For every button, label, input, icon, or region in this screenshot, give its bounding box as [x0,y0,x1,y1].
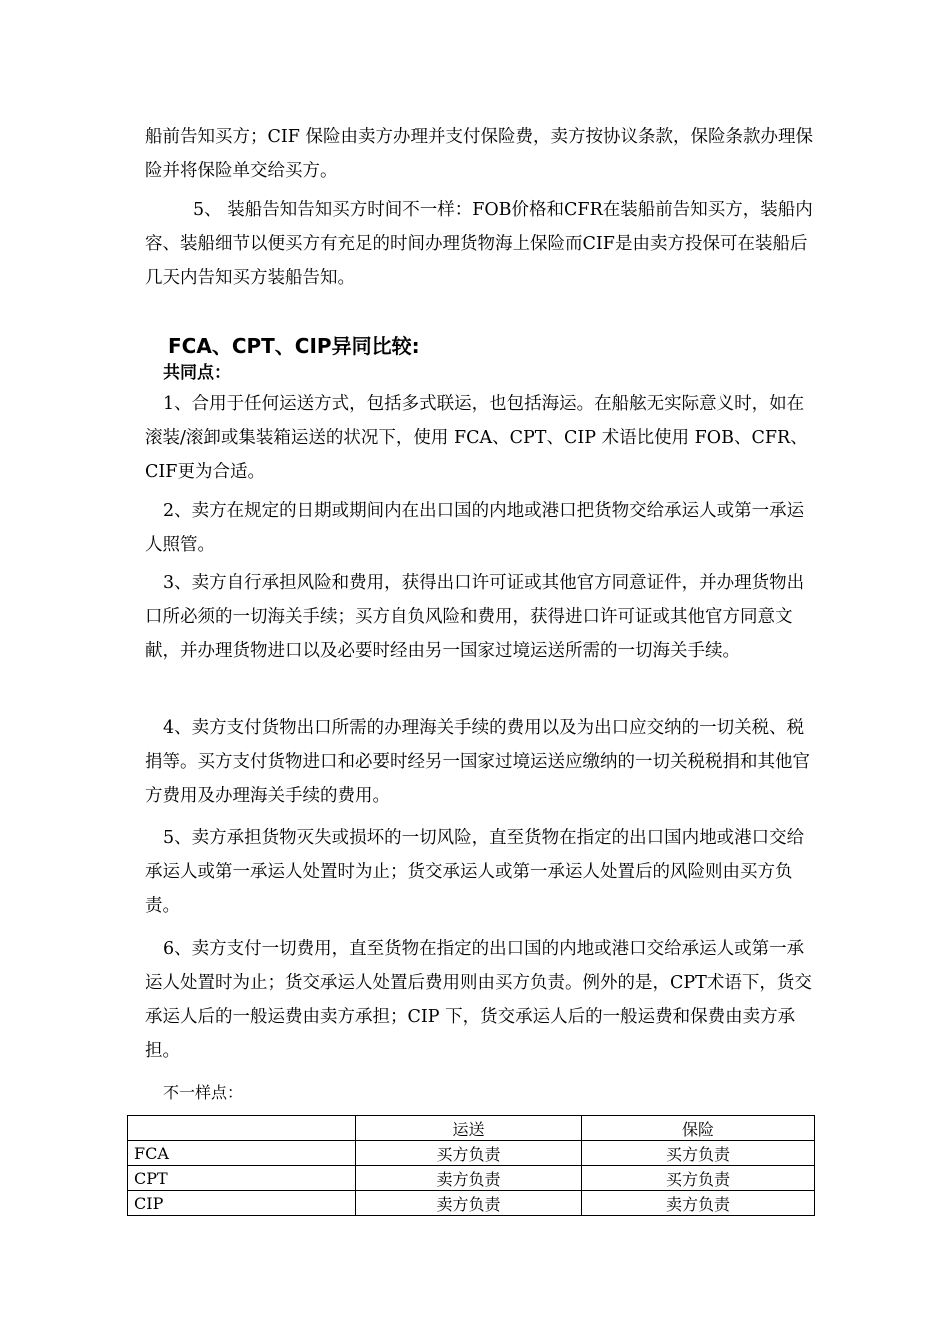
table-cell: 卖方负责 [356,1191,582,1216]
table-header-row [128,1116,815,1141]
table-header-cell: 运送 [356,1116,582,1141]
common-point-4: 4、卖方支付货物出口所需的办理海关手续的费用以及为出口应交纳的一切关税、税捐等。买方支付货物进口和必要时经另一国家过境运送应缴纳的一切关税税捐和其他官方费用及办理海关手续的费用。 [145,718,810,806]
section-heading: FCA、CPT、CIP异同比较: [168,334,420,358]
table-header-cell: 保险 [582,1116,815,1141]
common-points-heading: 共同点： [163,363,231,383]
paragraph-cif-insurance: 船前告知买方；CIF 保险由卖方办理并支付保险费，卖方按协议条款，保险条款办理保险并将保险单交给买方。 [145,127,814,181]
common-point-3: 3、卖方自行承担风险和费用，获得出口许可证或其他官方同意证件，并办理货物出口所必须的一切海关手续；买方自负风险和费用，获得进口许可证或其他官方同意文献，并办理货物进口以及必要时经由另一国家过境运送所需的一切海关手续。 [145,573,805,661]
table-cell: 卖方负责 [356,1166,582,1191]
table-cell: FCA [128,1141,356,1166]
differences-label: 不一样点： [163,1083,244,1102]
paragraph-shipping-notice: 5、 装船告知告知买方时间不一样：FOB价格和CFR在装船前告知买方，装船内容、装船细节以便买方有充足的时间办理货物海上保险而CIF是由卖方投保可在装船后几天内告知买方装船告知。 [145,200,813,288]
common-point-2: 2、卖方在规定的日期或期间内在出口国的内地或港口把货物交给承运人或第一承运人照管。 [145,501,805,555]
comparison-table [127,1115,815,1216]
common-point-1: 1、合用于任何运送方式，包括多式联运，也包括海运。在船舷无实际意义时，如在滚装/滚卸或集装箱运送的状况下，使用 FCA、CPT、CIP 术语比使用 FOB、CFR、CIF更为合适。 [145,394,808,482]
table-row [128,1141,815,1166]
table-cell: 买方负责 [582,1166,815,1191]
table-cell: CIP [128,1191,356,1216]
table-cell: 买方负责 [582,1141,815,1166]
table-cell: 卖方负责 [582,1191,815,1216]
table-cell: 买方负责 [356,1141,582,1166]
common-point-6: 6、卖方支付一切费用，直至货物在指定的出口国的内地或港口交给承运人或第一承运人处置时为止；货交承运人处置后费用则由买方负责。例外的是，CPT术语下，货交承运人后的一般运费由卖方承担；CIP 下，货交承运人后的一般运费和保费由卖方承担。 [145,939,812,1061]
table-cell: CPT [128,1166,356,1191]
table-row [128,1166,815,1191]
common-point-5: 5、卖方承担货物灭失或损坏的一切风险，直至货物在指定的出口国内地或港口交给承运人或第一承运人处置时为止；货交承运人或第一承运人处置后的风险则由买方负责。 [145,828,805,916]
table-row [128,1191,815,1216]
table-header-cell [128,1116,356,1141]
